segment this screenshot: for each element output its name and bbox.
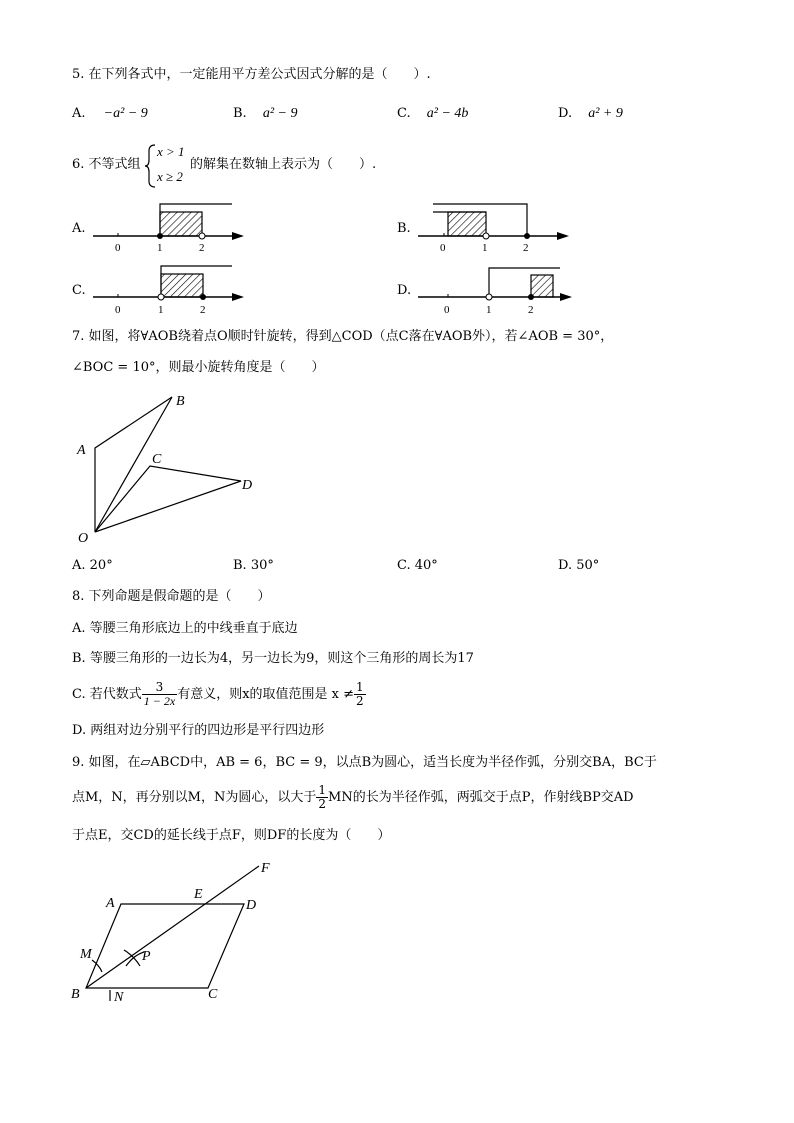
q9-label-m: M	[80, 947, 92, 962]
q6-option-b-label[interactable]: B.	[397, 221, 411, 236]
q9-label-c: C	[208, 987, 218, 1002]
q8-option-c-mid: 有意义，则x的取值范围是 x ≠	[177, 687, 355, 702]
q5-option-c-label: C.	[397, 106, 411, 121]
q6-option-d-label[interactable]: D.	[397, 283, 412, 298]
q5-option-d-label: D.	[558, 106, 573, 121]
q6-a-tick-1: 1	[157, 242, 163, 254]
q9-label-f: F	[261, 861, 270, 876]
q7-stem-line2: ∠BOC = 10°，则最小旋转角度是（ ）	[72, 360, 325, 375]
q8-option-b[interactable]: B. 等腰三角形的一边长为4，另一边长为9，则这个三角形的周长为17	[72, 651, 474, 666]
q6-c-tick-0: 0	[115, 304, 121, 316]
q8-frac-num: 3	[142, 681, 177, 695]
q6-b-tick-2: 2	[523, 242, 529, 254]
q6-d-tick-1: 1	[486, 304, 492, 316]
q7-label-o: O	[78, 531, 89, 546]
q8-option-d[interactable]: D. 两组对边分别平行的四边形是平行四边形	[72, 723, 325, 738]
q5-option-a-expr: −a² − 9	[103, 106, 148, 121]
q8-stem: 8. 下列命题是假命题的是（ ）	[72, 589, 271, 604]
q6-c-tick-1: 1	[158, 304, 164, 316]
q9-label-n: N	[114, 990, 124, 1005]
q6-d-tick-0: 0	[444, 304, 450, 316]
q6-d-tick-2: 2	[528, 304, 534, 316]
q7-label-a: A	[77, 443, 86, 458]
q6-a-tick-2: 2	[199, 242, 205, 254]
q7-stem-line1: 7. 如图，将∀AOB绕着点O顺时针旋转，得到△COD（点C落在∀AOB外），若∠AOB = 30°，	[72, 329, 614, 344]
q8-frac2-den: 2	[356, 694, 364, 708]
q5-option-b-label: B.	[233, 106, 247, 121]
q9-frac-num: 1	[318, 783, 327, 797]
q5-option-d-expr: a² + 9	[588, 106, 623, 121]
q9-label-e: E	[194, 887, 203, 902]
q9-stem-line3: 于点E，交CD的延长线于点F，则DF的长度为（ ）	[72, 828, 391, 843]
q6-c-tick-2: 2	[200, 304, 206, 316]
q9-stem-line1: 9. 如图，在▱ABCD中，AB = 6，BC = 9，以点B为圆心，适当长度为半径作弧，分别交BA，BC于	[72, 755, 657, 770]
q6-b-tick-0: 0	[440, 242, 446, 254]
q6-option-a-label[interactable]: A.	[72, 221, 86, 236]
q8-option-a[interactable]: A. 等腰三角形底边上的中线垂直于底边	[72, 621, 298, 636]
q6-b-tick-1: 1	[482, 242, 488, 254]
q9-label-a: A	[106, 896, 115, 911]
q9-label-b: B	[71, 987, 80, 1002]
q5-option-c-expr: a² − 4b	[426, 106, 469, 121]
q6-system-line2: x ≥ 2	[157, 169, 183, 184]
q9-label-d: D	[246, 898, 257, 913]
q7-option-a[interactable]: A. 20°	[72, 558, 113, 573]
q6-option-c-label[interactable]: C.	[72, 283, 86, 298]
q7-label-b: B	[176, 394, 185, 409]
q7-option-d[interactable]: D. 50°	[558, 558, 600, 573]
q5-option-b-expr: a² − 9	[262, 106, 298, 121]
q6-system-line1: x > 1	[157, 144, 185, 159]
q7-option-b[interactable]: B. 30°	[233, 558, 274, 573]
q6-a-tick-0: 0	[115, 242, 121, 254]
q5-option-a-label: A.	[72, 106, 86, 121]
q7-label-d: D	[242, 478, 253, 493]
q9-frac-den: 2	[318, 797, 327, 811]
q8-option-c-prefix: C. 若代数式	[72, 687, 142, 702]
q9-stem-line2-b: MN的长为半径作弧，两弧交于点P，作射线BP交AD	[328, 790, 634, 805]
q7-label-c: C	[152, 452, 162, 467]
q6-stem-suffix: 的解集在数轴上表示为（ ）.	[190, 157, 377, 172]
q9-label-p: P	[142, 949, 151, 964]
q8-frac2-num: 1	[356, 680, 364, 694]
q9-stem-line2-a: 点M，N，再分别以M，N为圆心，以大于	[72, 790, 317, 805]
q7-option-c[interactable]: C. 40°	[397, 558, 438, 573]
q5-stem: 5. 在下列各式中，一定能用平方差公式因式分解的是（ ）.	[72, 67, 431, 82]
q6-stem-prefix: 6. 不等式组	[72, 157, 141, 172]
q8-frac-den: 1 − 2x	[143, 694, 176, 708]
